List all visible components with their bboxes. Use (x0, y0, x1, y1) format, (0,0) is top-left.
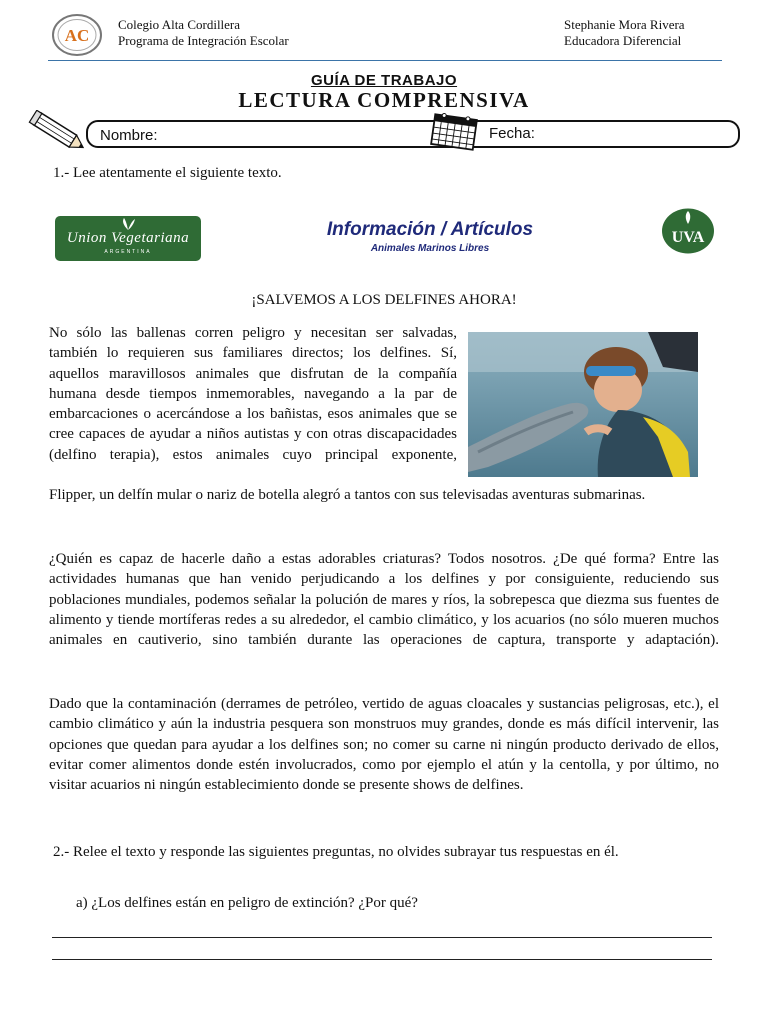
program-name: Programa de Integración Escolar (118, 33, 289, 48)
school-logo-text: AC (64, 26, 90, 45)
union-vegetariana-logo-sub: ARGENTINA (104, 249, 152, 255)
name-field[interactable] (168, 124, 426, 144)
uva-logo-text: UVA (671, 229, 705, 246)
article-heading: ¡SALVEMOS A LOS DELFINES AHORA! (251, 292, 517, 308)
teacher-role: Educadora Diferencial (564, 33, 682, 48)
banner-subtitle: Animales Marinos Libres (370, 243, 490, 254)
pencil-icon (27, 110, 89, 156)
school-logo (52, 14, 102, 56)
article-paragraph-1-cont: Flipper, un delfín mular o nariz de botella alegró a tantos con sus televisadas aventuras submarinas. (49, 487, 646, 503)
leaf-icon (119, 217, 137, 231)
main-title: LECTURA COMPRENSIVA (238, 88, 530, 112)
calendar-icon (428, 112, 480, 152)
school-name: Colegio Alta Cordillera (118, 17, 241, 32)
name-label: Nombre: (100, 127, 158, 144)
union-vegetariana-logo (55, 216, 201, 261)
date-field[interactable] (546, 124, 726, 144)
instruction-1: 1.- Lee atentamente el siguiente texto. (53, 165, 282, 181)
banner-title: Información / Artículos (326, 219, 534, 240)
date-label: Fecha: (489, 125, 535, 142)
header-divider (48, 60, 722, 61)
answer-line-2[interactable] (52, 959, 712, 960)
union-vegetariana-logo-text: Union Vegetariana (66, 230, 190, 246)
dolphin-photo (468, 332, 698, 477)
article-paragraph-3: Dado que la contaminación (derrames de petróleo, vertido de aguas cloacales y sustancias peligrosas, etc.), el cambio climático y aún la industria pesquera son monstruos muy grandes, donde es más difícil intervenir, las opciones que quedan para ayudar a los delfines son; no comer su carne ni ningún producto derivado de ellos, evitar comer alimentos donde estén involucrados, como por ejemplo el atún y la centolla, y por último, no visitar acuarios ni ningún establecimiento donde se presente shows de delfines. (49, 696, 719, 794)
teacher-name: Stephanie Mora Rivera (564, 17, 685, 32)
instruction-2: 2.- Relee el texto y responde las siguientes preguntas, no olvides subrayar tus respuestas en él. (53, 844, 619, 860)
uva-logo (661, 208, 715, 254)
guide-title: GUÍA DE TRABAJO (310, 72, 458, 89)
question-a: a) ¿Los delfines están en peligro de extinción? ¿Por qué? (76, 895, 418, 911)
article-paragraph-2: ¿Quién es capaz de hacerle daño a estas adorables criaturas? Todos nosotros. ¿De qué forma? Entre las actividades humanas que han venido perjudicando a los delfines y por consiguiente, reduciendo sus poblaciones mundiales, podemos señalar la polución de mares y ríos, la sobrepesca que diezma sus fuentes de alimento y tiende mortíferas redes a su alrededor, el cambio climático, y los acuarios (no sólo mueren muchos animales en cautiverio, sino también durante las operaciones de captura, transporte y adaptación). (49, 551, 719, 649)
article-paragraph-1: No sólo las ballenas corren peligro y necesitan ser salvadas, también lo requieren sus familiares directos; los delfines. Sí, aquellos maravillosos animales que disfrutan de la compañía humana desde tiempos inmemorables, navegando a la par de embarcaciones o acercándose a los bañistas, esos animales que se cree capaces de ayudar a niños autistas y con otras discapacidades (delfino terapia), estos animales cuyo principal exponente, (49, 325, 457, 463)
answer-line-1[interactable] (52, 937, 712, 938)
